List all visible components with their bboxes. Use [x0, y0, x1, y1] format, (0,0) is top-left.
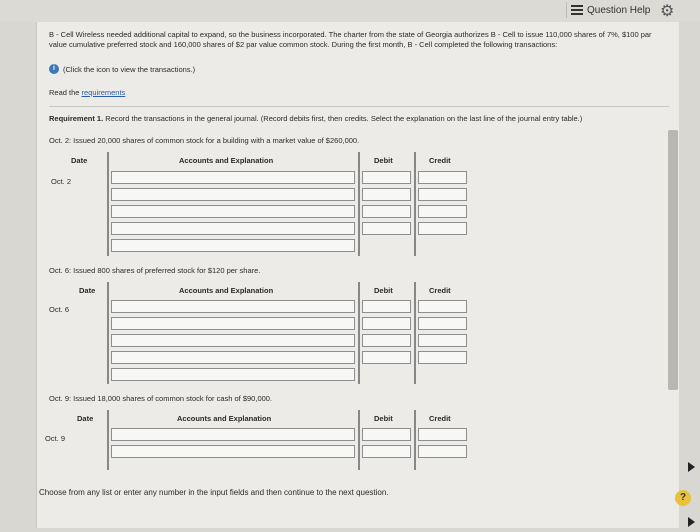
requirement-text	[49, 114, 582, 123]
list-icon	[571, 5, 583, 15]
column-rule	[414, 410, 416, 470]
credit-input[interactable]	[418, 222, 467, 235]
help-bubble[interactable]: ?	[675, 490, 691, 506]
transaction-oct-9: Oct. 9: Issued 18,000 shares of common stock for cash of $90,000.	[49, 394, 273, 403]
debit-input[interactable]	[362, 205, 411, 218]
credit-input[interactable]	[418, 171, 467, 184]
column-rule	[358, 152, 360, 256]
question-help-button[interactable]	[566, 2, 650, 18]
credit-header: Credit	[429, 156, 451, 165]
column-rule	[107, 282, 109, 384]
accounts-header: Accounts and Explanation	[179, 156, 274, 165]
info-icon[interactable]: i	[49, 64, 59, 74]
view-transactions-text: (Click the icon to view the transactions.)	[63, 64, 196, 74]
debit-input[interactable]	[362, 351, 411, 364]
explanation-input[interactable]	[111, 368, 355, 381]
credit-input[interactable]	[418, 351, 467, 364]
debit-input[interactable]	[362, 171, 411, 184]
problem-intro: B - Cell Wireless needed additional capital to expand, so the business incorporated. The charter from the state of Georgia authorizes B - Cell to issue 110,000 shares of 7%, $100 par value cumulative preferred stock and 160,000 shares of $2 par value common stock. During the first month, B - Cell completed the following transactions:	[49, 30, 652, 49]
column-rule	[358, 410, 360, 470]
credit-input[interactable]	[418, 205, 467, 218]
account-input[interactable]	[111, 351, 355, 364]
account-input[interactable]	[111, 222, 355, 235]
footer-instructions: Choose from any list or enter any number in the input fields and then continue to the next question.	[39, 488, 389, 497]
scrollbar[interactable]	[668, 130, 678, 390]
entry-date: Oct. 2	[51, 177, 72, 186]
entry-date: Oct. 6	[49, 305, 70, 314]
debit-input[interactable]	[362, 428, 411, 441]
explanation-input[interactable]	[111, 239, 355, 252]
entry-date: Oct. 9	[45, 434, 66, 443]
accounts-header: Accounts and Explanation	[179, 286, 274, 295]
debit-input[interactable]	[362, 188, 411, 201]
credit-input[interactable]	[418, 317, 467, 330]
credit-input[interactable]	[418, 445, 467, 458]
transaction-oct-2: Oct. 2: Issued 20,000 shares of common stock for a building with a market value of $260,000.	[49, 136, 360, 145]
column-rule	[358, 282, 360, 384]
account-input[interactable]	[111, 317, 355, 330]
credit-header: Credit	[429, 286, 451, 295]
view-transactions-link[interactable]	[49, 64, 195, 74]
divider	[49, 106, 669, 107]
column-rule	[107, 410, 109, 470]
transaction-oct-6: Oct. 6: Issued 800 shares of preferred stock for $120 per share.	[49, 266, 261, 275]
next-arrow-icon[interactable]	[688, 517, 695, 527]
debit-input[interactable]	[362, 300, 411, 313]
account-input[interactable]	[111, 171, 355, 184]
gear-icon[interactable]: ⚙	[660, 3, 675, 20]
read-prefix: Read the	[49, 88, 82, 97]
question-help-label: Question Help	[587, 4, 651, 16]
play-icon[interactable]	[688, 462, 695, 472]
credit-input[interactable]	[418, 334, 467, 347]
requirement-instructions: Record the transactions in the general journal. (Record debits first, then credits. Select the explanation on the last line of the journal entry table.)	[103, 114, 583, 123]
account-input[interactable]	[111, 445, 355, 458]
credit-header: Credit	[429, 414, 451, 423]
account-input[interactable]	[111, 188, 355, 201]
date-header: Date	[71, 156, 88, 165]
requirement-label: Requirement 1.	[49, 114, 104, 123]
debit-header: Debit	[374, 286, 393, 295]
question-panel	[36, 22, 679, 528]
accounts-header: Accounts and Explanation	[177, 414, 272, 423]
debit-header: Debit	[374, 156, 393, 165]
column-rule	[414, 152, 416, 256]
credit-input[interactable]	[418, 428, 467, 441]
account-input[interactable]	[111, 205, 355, 218]
date-header: Date	[79, 286, 96, 295]
top-toolbar	[0, 0, 700, 22]
read-requirements	[49, 88, 125, 97]
requirements-link[interactable]: requirements	[81, 88, 126, 97]
column-rule	[414, 282, 416, 384]
date-header: Date	[77, 414, 94, 423]
debit-input[interactable]	[362, 317, 411, 330]
account-input[interactable]	[111, 428, 355, 441]
account-input[interactable]	[111, 300, 355, 313]
credit-input[interactable]	[418, 188, 467, 201]
account-input[interactable]	[111, 334, 355, 347]
debit-input[interactable]	[362, 222, 411, 235]
debit-input[interactable]	[362, 445, 411, 458]
debit-header: Debit	[374, 414, 393, 423]
column-rule	[107, 152, 109, 256]
debit-input[interactable]	[362, 334, 411, 347]
credit-input[interactable]	[418, 300, 467, 313]
